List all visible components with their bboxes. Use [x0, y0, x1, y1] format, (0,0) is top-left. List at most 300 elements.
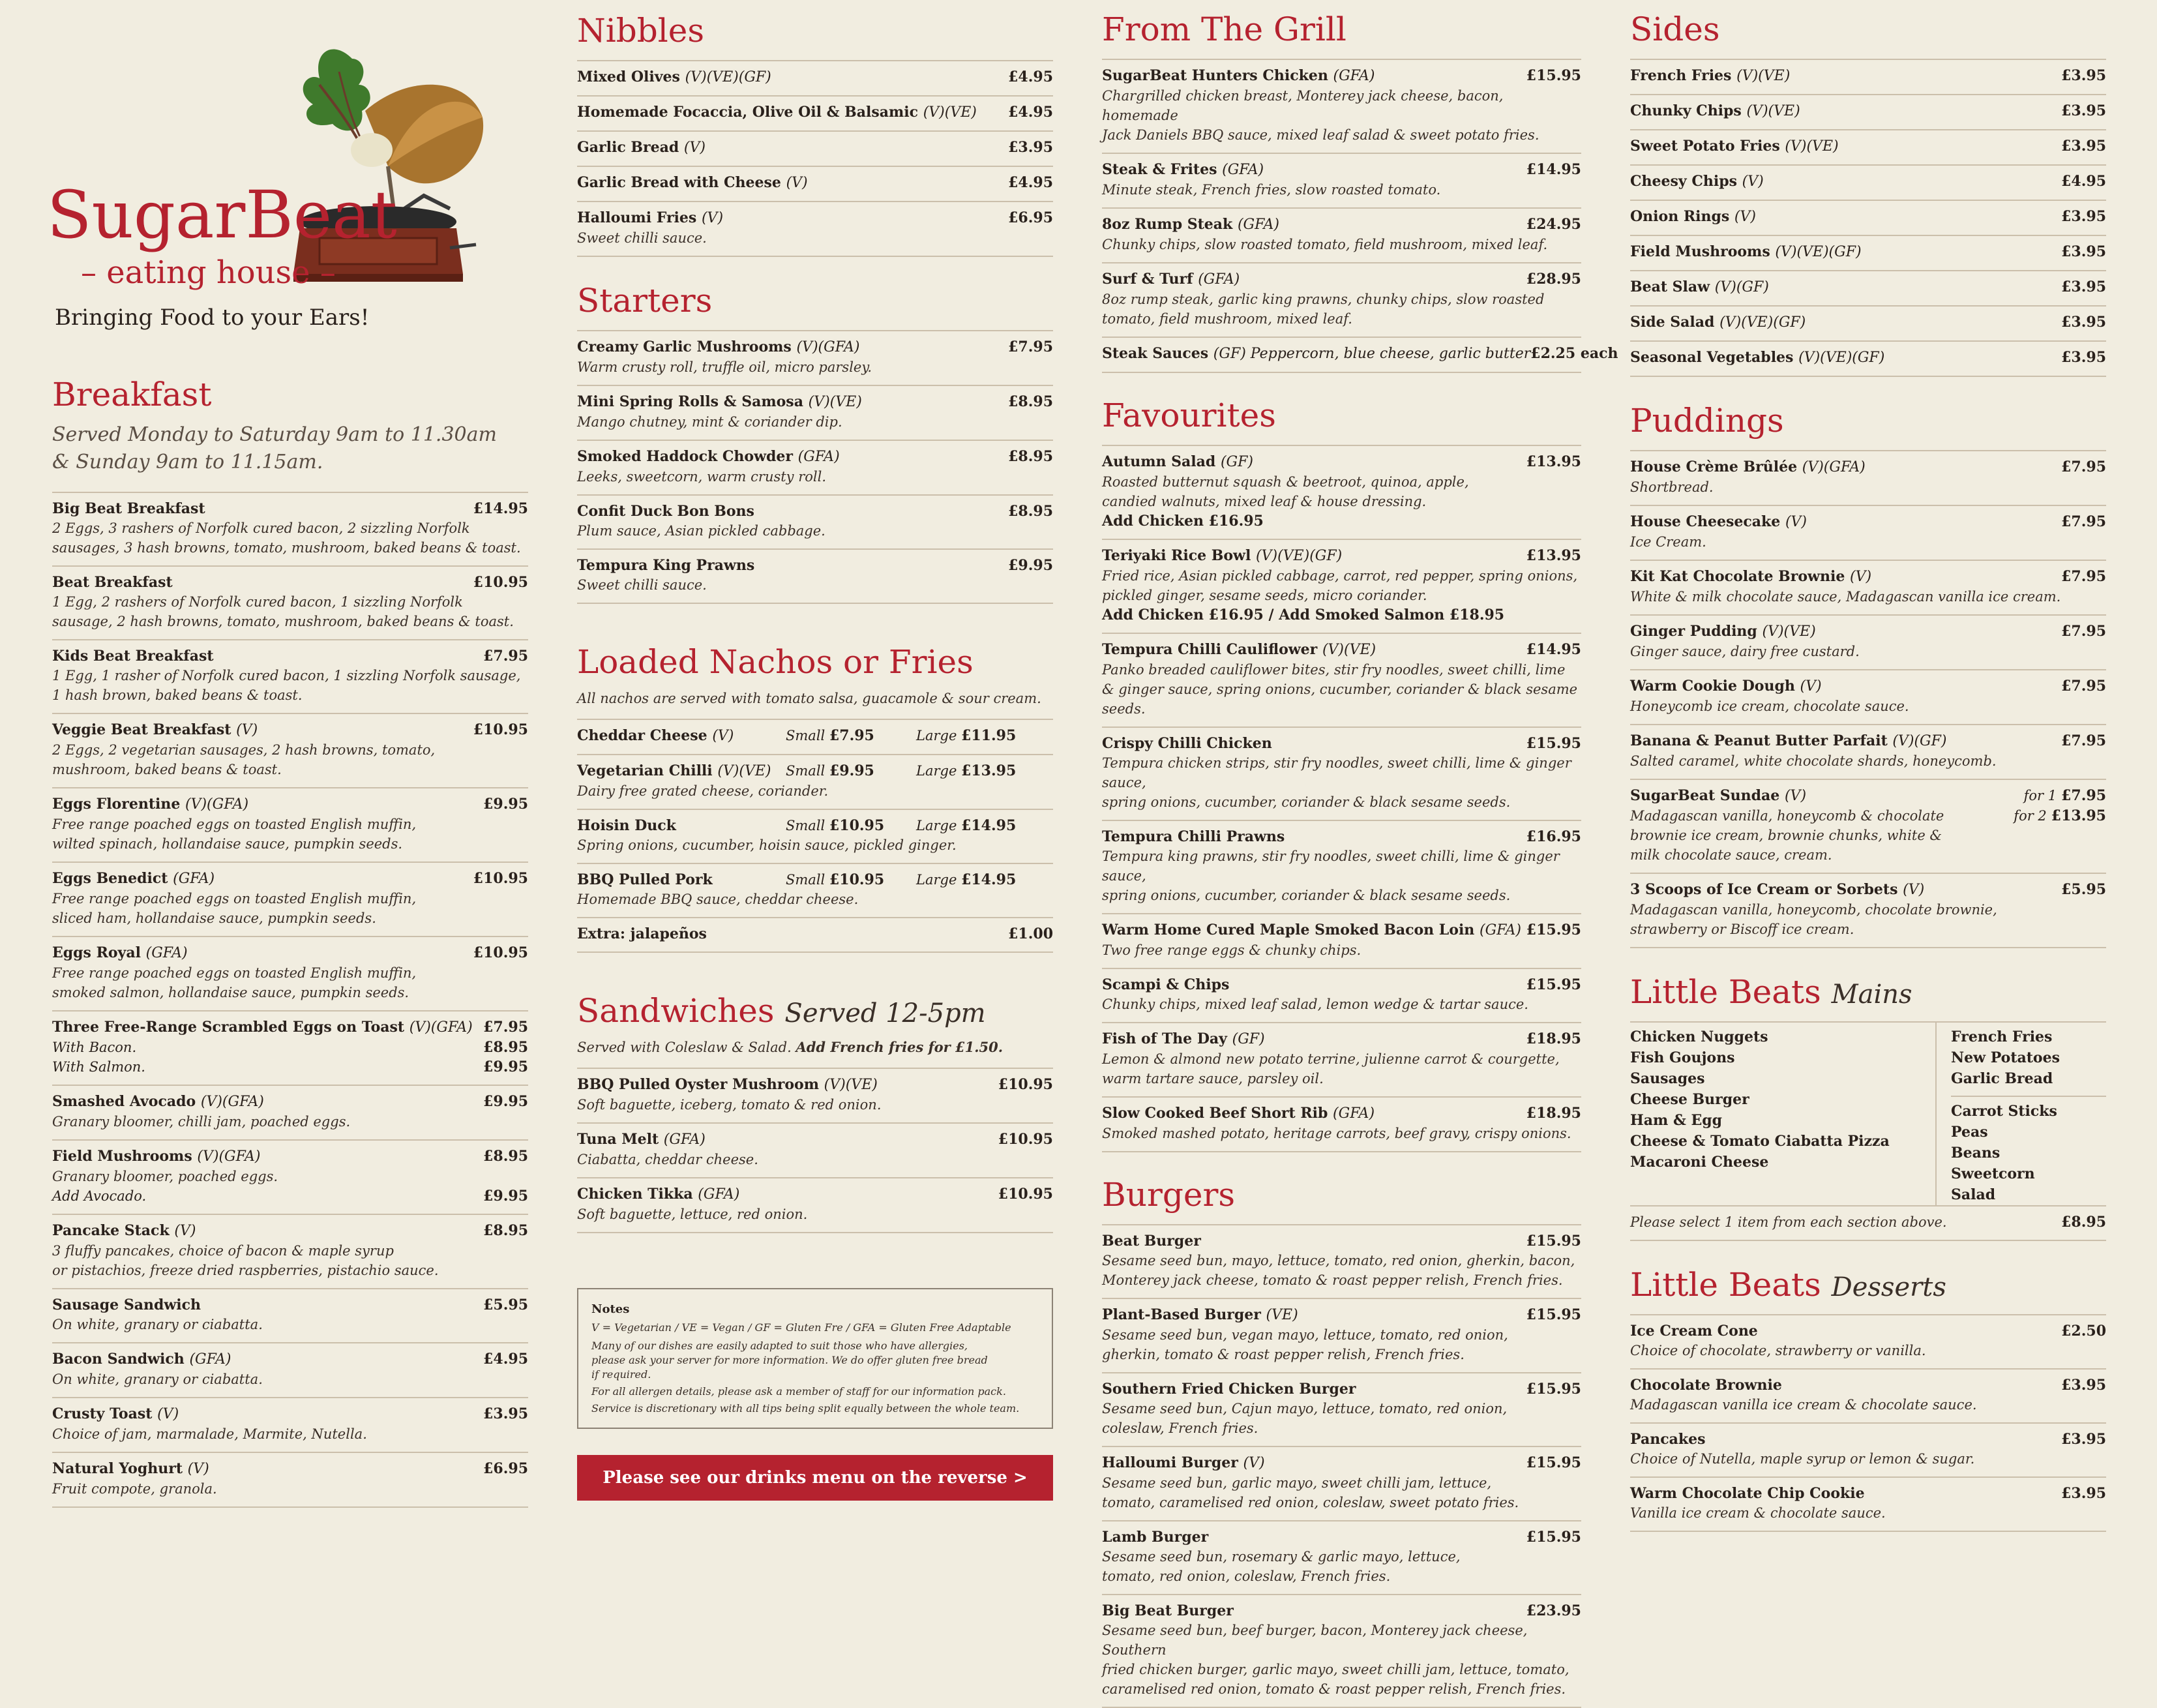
notes-line: For all allergen details, please ask a member of staff for our information pack.: [591, 1385, 1006, 1398]
notes-line: V = Vegetarian / VE = Vegan / GF = Gluten Fre / GFA = Gluten Free Adaptable: [591, 1321, 1011, 1334]
item-price: £6.95: [1008, 209, 1053, 226]
item-name: [577, 761, 771, 781]
menu-item-sweet-potato-fries: [1630, 129, 2106, 164]
menu-item-mixed-olives: [577, 60, 1053, 95]
item-price: £2.25 each: [1530, 345, 1618, 362]
item-row: [1102, 66, 1581, 86]
item-price: £15.95: [1526, 921, 1581, 938]
description-line: Minute steak, French fries, slow roasted tomato.: [1102, 182, 1441, 198]
item-title: Mini Spring Rolls & Samosa: [577, 393, 803, 410]
size-price: £11.95: [961, 727, 1017, 744]
item-name: [1630, 101, 1800, 121]
item-description: [1102, 940, 1581, 960]
size-large: [916, 761, 1053, 781]
item-row: [577, 102, 1053, 123]
item-price: £1.00: [1008, 925, 1053, 942]
description-line: Shortbread.: [1630, 479, 1714, 495]
item-tags: (GF): [1220, 454, 1253, 470]
item-title: Mixed Olives: [577, 68, 680, 85]
item-name: [577, 1184, 739, 1205]
item-description: [1102, 1621, 1581, 1699]
kids-option: Macaroni Cheese: [1630, 1154, 1769, 1171]
item-sizes: [786, 870, 1053, 890]
sides-list: [1630, 59, 2106, 377]
item-row: [1630, 1430, 2106, 1449]
item-price: £14.95: [1526, 161, 1581, 178]
column-2: [577, 14, 1053, 1501]
item-row: [1102, 546, 1581, 566]
description-line: White & milk chocolate sauce, Madagascan vanilla ice cream.: [1630, 589, 2061, 605]
item-price: £4.95: [1008, 104, 1053, 121]
description-line: 1 hash brown, baked beans & toast.: [52, 687, 303, 703]
description-line: Salted caramel, white chocolate shards, honeycomb.: [1630, 753, 1997, 769]
item-name: [577, 208, 723, 228]
menu-item-chunky-chips: [1630, 94, 2106, 129]
item-description: [1630, 1503, 2106, 1523]
menu-item-crispy-chilli-chicken: [1102, 727, 1581, 820]
description-line: Jack Daniels BBQ sauce, mixed leaf salad & sweet potato fries.: [1102, 127, 1540, 143]
item-tags: (V): [174, 1223, 196, 1239]
description-line: 3 fluffy pancakes, choice of bacon & maple syrup: [52, 1243, 394, 1259]
item-price: £8.95: [1008, 393, 1053, 410]
menu-item-onion-rings: [1630, 200, 2106, 235]
item-title: House Crème Brûlée: [1630, 458, 1798, 475]
item-row: [1630, 312, 2106, 333]
item-title: SugarBeat Hunters Chicken: [1102, 67, 1328, 84]
item-title: Chocolate Brownie: [1630, 1377, 1782, 1394]
hours-line: Served Monday to Saturday 9am to 11.30am: [52, 423, 497, 446]
size-small: [786, 816, 916, 835]
nachos-list: [577, 719, 1053, 917]
item-price: £7.95: [2061, 458, 2106, 475]
description-line: Sweet chilli sauce.: [577, 230, 707, 246]
item-price: £18.95: [1526, 1030, 1581, 1047]
item-title: Crispy Chilli Chicken: [1102, 735, 1272, 752]
description-line: tomato, field mushroom, mixed leaf.: [1102, 311, 1352, 327]
menu-item-banana-peanut-butter-parfait: [1630, 724, 2106, 779]
item-name: [52, 1459, 209, 1479]
item-price: £10.95: [998, 1131, 1053, 1148]
menu-item-vegetarian-chilli: [577, 754, 1053, 809]
description-line: fried chicken burger, garlic mayo, sweet chilli jam, lettuce, tomato,: [1102, 1662, 1569, 1677]
item-price: £15.95: [1526, 735, 1581, 752]
item-description: [577, 781, 1053, 801]
item-title: Eggs Royal: [52, 944, 141, 961]
item-title: Cheddar Cheese: [577, 727, 707, 744]
item-row: [577, 870, 1053, 890]
item-name: [1630, 457, 1866, 477]
item-price: £14.95: [1526, 641, 1581, 658]
item-title: Fish of The Day: [1102, 1030, 1227, 1047]
item-price: £10.95: [473, 721, 528, 738]
section-title: Little Beats Desserts: [1630, 1266, 1946, 1304]
menu-item-tuna-melt: [577, 1122, 1053, 1177]
item-tags: (V): [1742, 173, 1764, 190]
item-name: [1630, 731, 1946, 751]
menu-item-field-mushrooms: [1630, 235, 2106, 270]
item-option: Add Avocado. £9.95: [52, 1188, 528, 1205]
description-line: Dairy free grated cheese, coriander.: [577, 783, 829, 799]
item-price: £8.95: [483, 1148, 528, 1165]
item-name: [1102, 975, 1229, 995]
item-description: [52, 1370, 528, 1389]
item-price: £3.95: [2061, 349, 2106, 366]
item-row: [1102, 1527, 1581, 1547]
menu-item-scoops: [1630, 873, 2106, 948]
item-price: £3.95: [2061, 102, 2106, 119]
item-row: [1630, 207, 2106, 227]
item-name: [1102, 920, 1521, 940]
menu-item-bbq-pulled-oyster-mushroom: [577, 1068, 1053, 1122]
item-description: [1102, 995, 1581, 1014]
item-row: [1630, 348, 2106, 368]
menu-item-sugarbeat-hunters-chicken: [1102, 59, 1581, 153]
size-large: [916, 816, 1053, 835]
kids-option: Cheese & Tomato Ciabatta Pizza: [1630, 1133, 1890, 1150]
menu-item-halloumi-fries: [577, 201, 1053, 257]
size-large: [916, 870, 1053, 890]
item-row: [52, 1295, 528, 1315]
item-name: [1102, 734, 1272, 753]
description-line: 8oz rump steak, garlic king prawns, chunky chips, slow roasted: [1102, 292, 1545, 307]
size-price: £9.95: [829, 762, 874, 779]
description-line: caramelised red onion, tomato & roast pepper relish, French fries.: [1102, 1681, 1566, 1697]
item-price: £15.95: [1526, 1381, 1581, 1398]
description-line: On white, granary or ciabatta.: [52, 1371, 263, 1387]
menu-item-ginger-pudding: [1630, 614, 2106, 669]
item-row: [1102, 640, 1581, 660]
divider: [1951, 1096, 2106, 1097]
description-line: candied walnuts, mixed leaf & house dressing.: [1102, 494, 1427, 509]
item-name: [1102, 1601, 1234, 1621]
menu-item-french-fries: [1630, 59, 2106, 94]
item-description: [1102, 753, 1581, 812]
item-title: Tempura Chilli Cauliflower: [1102, 641, 1318, 658]
item-price: £13.95: [1526, 547, 1581, 564]
item-tags: (GFA): [1198, 271, 1240, 288]
item-name: [577, 816, 676, 835]
kids-option: Ham & Egg: [1630, 1112, 1723, 1129]
item-description: [577, 228, 1053, 248]
item-tags: (V)(VE): [824, 1077, 878, 1093]
item-row: [1630, 676, 2106, 697]
description-line: Mango chutney, mint & coriander dip.: [577, 414, 842, 430]
item-row: [1630, 101, 2106, 121]
kids-option: Cheese Burger: [1630, 1091, 1749, 1108]
item-description: [577, 1150, 1053, 1169]
item-name: [1102, 1527, 1208, 1547]
item-row: [52, 1092, 528, 1112]
nibbles-list: [577, 60, 1053, 257]
menu-item-eggs-royal: [52, 936, 528, 1010]
item-title: Onion Rings: [1630, 208, 1730, 225]
item-tags: (GFA): [797, 449, 840, 465]
item-row: [577, 67, 1053, 87]
item-description: [52, 1241, 528, 1280]
description-line: Soft baguette, iceberg, tomato & red onion.: [577, 1097, 882, 1113]
size-label: Large: [916, 872, 957, 888]
item-title: Ice Cream Cone: [1630, 1323, 1758, 1340]
item-row: [577, 1130, 1053, 1150]
item-name: [1630, 1430, 1705, 1449]
item-title: Natural Yoghurt: [52, 1460, 183, 1477]
item-tags: (V)(VE)(GF): [685, 69, 771, 85]
size-price: £10.95: [829, 871, 885, 888]
item-price: £7.95: [1008, 338, 1053, 355]
item-row: [577, 208, 1053, 228]
item-name: [52, 1295, 201, 1315]
item-name: [52, 646, 214, 666]
item-description: [577, 467, 1053, 487]
item-description: [52, 740, 528, 779]
description-line: Choice of chocolate, strawberry or vanilla.: [1630, 1343, 1926, 1358]
menu-item-scampi-chips: [1102, 968, 1581, 1022]
item-name: [1102, 1231, 1201, 1251]
item-name: [1630, 1375, 1782, 1395]
item-title: Teriyaki Rice Bowl: [1102, 547, 1251, 564]
item-option: With Salmon. £9.95: [52, 1058, 528, 1075]
description-line: Honeycomb ice cream, chocolate sauce.: [1630, 698, 1909, 714]
item-tags: (GFA): [145, 945, 188, 961]
item-name: [1630, 242, 1862, 262]
item-title: Seasonal Vegetables: [1630, 349, 1794, 366]
menu-item-warm-home-cured-maple-smoked-bacon-loin: [1102, 913, 1581, 968]
size-label: Small: [786, 872, 826, 888]
menu-item-pancakes: [1630, 1422, 2106, 1476]
menu-item-sausage-sandwich: [52, 1288, 528, 1342]
section-title: Sides: [1630, 10, 1720, 48]
section-note: All nachos are served with tomato salsa, guacamole & sour cream.: [577, 691, 1041, 706]
item-name: [1102, 1305, 1298, 1325]
menu-item-fish-of-the-day: [1102, 1022, 1581, 1096]
drinks-menu-button[interactable]: Please see our drinks menu on the reverse >: [577, 1455, 1053, 1501]
item-tags: (V): [701, 210, 724, 226]
menu-item-teriyaki-rice-bowl: [1102, 539, 1581, 633]
item-tags: (V)(VE): [717, 763, 771, 779]
item-description: [52, 518, 528, 558]
item-description: [52, 1112, 528, 1131]
menu-item-sundae: [1630, 779, 2106, 873]
item-row: [577, 761, 1053, 781]
description-line: Free range poached eggs on toasted English muffin,: [52, 965, 417, 981]
kids-option: Carrot Sticks: [1951, 1103, 2057, 1120]
item-tags: (GFA): [173, 871, 215, 887]
description-line: 2 Eggs, 2 vegetarian sausages, 2 hash browns, tomato,: [52, 742, 436, 758]
item-title: Beat Slaw: [1630, 278, 1710, 295]
item-tags: (V)(VE): [1322, 642, 1376, 658]
section-title: Little Beats Mains: [1630, 973, 1912, 1011]
item-row: [1630, 1375, 2106, 1395]
menu-item-steak-frites: [1102, 153, 1581, 207]
menu-item-creamy-garlic-mushrooms: [577, 330, 1053, 385]
menu-item-tempura-chilli-cauliflower: [1102, 633, 1581, 727]
description-line: Tempura king prawns, stir fry noodles, sweet chilli, lime & ginger sauce,: [1102, 848, 1560, 884]
item-name: Extra: jalapeños: [577, 925, 707, 942]
item-price: £3.95: [2061, 67, 2106, 84]
description-line: Sesame seed bun, garlic mayo, sweet chilli jam, lettuce,: [1102, 1475, 1492, 1491]
description-line: pickled ginger, sesame seeds, micro coriander.: [1102, 588, 1427, 603]
item-row: [1630, 277, 2106, 297]
description-line: spring onions, cucumber, coriander & black sesame seeds.: [1102, 888, 1511, 903]
item-description: Madagascan vanilla, honeycomb & chocolate brownie ice cream, brownie chunks, white & milk chocolate sauce, cream.: [1630, 808, 1944, 863]
item-name: [1102, 452, 1253, 472]
menu-item-cheddar-cheese: [577, 719, 1053, 754]
item-description: [1102, 566, 1581, 605]
item-row: [1102, 1601, 1581, 1621]
menu-item-extra-jalapenos: [577, 917, 1053, 953]
item-tags: (V): [236, 722, 258, 738]
description-line: coleslaw, French fries.: [1102, 1420, 1258, 1436]
item-name: [577, 556, 754, 575]
menu-item-8oz-rump-steak: [1102, 207, 1581, 262]
kids-option: Beans: [1951, 1145, 2001, 1161]
item-description: [1102, 1049, 1581, 1088]
description-line: Plum sauce, Asian pickled cabbage.: [577, 523, 826, 539]
item-name: [52, 1404, 179, 1424]
description-line: Free range poached eggs on toasted English muffin,: [52, 891, 417, 906]
item-title: BBQ Pulled Oyster Mushroom: [577, 1076, 819, 1093]
breakfast-list-3: [52, 1214, 528, 1508]
item-price: £3.95: [2061, 1377, 2106, 1394]
item-title: Banana & Peanut Butter Parfait: [1630, 732, 1888, 749]
item-name: [52, 1092, 264, 1112]
item-row: [577, 1184, 1053, 1205]
item-title: Tuna Melt: [577, 1131, 659, 1148]
item-name: [1102, 546, 1342, 566]
item-name: [1630, 207, 1756, 227]
item-tags: (VE): [1266, 1307, 1298, 1323]
notes-title: Notes: [591, 1302, 630, 1316]
item-row: [52, 869, 528, 889]
item-price: £3.95: [483, 1405, 528, 1422]
menu-item-beat-slaw: [1630, 270, 2106, 305]
item-title: Warm Cookie Dough: [1630, 678, 1795, 695]
menu-item-crusty-toast: [52, 1397, 528, 1452]
favourites-list: [1102, 445, 1581, 1152]
item-price: £3.95: [2061, 138, 2106, 155]
item-row: [577, 337, 1053, 357]
item-tags: (V)(VE): [923, 104, 977, 121]
item-row: [1102, 1379, 1581, 1399]
item-name: [1630, 66, 1790, 86]
item-name: [577, 102, 977, 123]
item-extra: Add Chicken £16.95: [1102, 513, 1264, 530]
item-price: £23.95: [1526, 1602, 1581, 1619]
item-row: [1102, 160, 1581, 180]
item-price: £7.95: [2061, 623, 2106, 640]
item-tags: (GFA): [1237, 217, 1279, 233]
item-name: [1102, 1029, 1265, 1049]
item-name: [577, 392, 862, 412]
item-description: [1630, 477, 2106, 497]
breakfast-list: [52, 492, 528, 1010]
notes-line: Many of our dishes are easily adapted to suit those who have allergies, please ask your server for more information. We do offer gluten free bread if required.: [591, 1340, 988, 1381]
description-line: Sesame seed bun, vegan mayo, lettuce, tomato, red onion,: [1102, 1327, 1508, 1343]
section-title: Breakfast: [52, 376, 212, 413]
item-row: [1630, 1484, 2106, 1503]
item-name: [1630, 1484, 1865, 1503]
menu-item-homemade-focaccia-olive-oil-balsamic: [577, 95, 1053, 130]
item-price: £28.95: [1526, 271, 1581, 288]
item-name: [1102, 66, 1375, 86]
item-tags: (V): [1734, 209, 1756, 225]
item-name: [1102, 1453, 1265, 1473]
kids-option: Sweetcorn: [1951, 1165, 2035, 1182]
item-name: [577, 447, 840, 467]
description-line: Roasted butternut squash & beetroot, quinoa, apple,: [1102, 474, 1469, 490]
item-description: [577, 357, 1053, 377]
item-description: [1102, 847, 1581, 905]
item-tags: (V)(VE): [808, 394, 862, 410]
menu-item-surf-turf: [1102, 262, 1581, 337]
size-price: £13.95: [961, 762, 1017, 779]
item-tags: (V): [712, 728, 734, 744]
item-row: [1102, 269, 1581, 290]
menu-item-garlic-bread: [577, 130, 1053, 166]
item-description: [1102, 86, 1581, 145]
item-description: [1630, 587, 2106, 607]
item-price: £7.95: [2061, 678, 2106, 695]
item-price: £4.95: [1008, 68, 1053, 85]
item-name: [577, 1130, 706, 1150]
description-line: Free range poached eggs on toasted English muffin,: [52, 817, 417, 832]
item-description: Granary bloomer, poached eggs.: [52, 1169, 278, 1184]
item-row: [577, 392, 1053, 412]
menu-item-scrambled-eggs: [52, 1010, 528, 1085]
brand-tagline: Bringing Food to your Ears!: [55, 305, 370, 331]
size-label: Large: [916, 763, 957, 779]
item-price: £9.95: [1008, 557, 1053, 574]
item-name: Steak Sauces (GF) Peppercorn, blue cheese, garlic butter: [1102, 345, 1531, 362]
item-row: [577, 138, 1053, 158]
item-price: £10.95: [998, 1186, 1053, 1203]
item-row: [1102, 1453, 1581, 1473]
item-name: [1630, 136, 1839, 157]
section-title: Nibbles: [577, 12, 704, 50]
item-description: [1630, 1395, 2106, 1415]
item-description: [1630, 1341, 2106, 1360]
item-price: £15.95: [1526, 67, 1581, 84]
item-row: [52, 943, 528, 963]
item-tags: (V)(GF): [1892, 733, 1947, 749]
item-tags: (GFA): [663, 1131, 706, 1148]
item-price: £15.95: [1526, 1529, 1581, 1546]
item-description: [1630, 697, 2106, 716]
menu-item-hoisin-duck: [577, 809, 1053, 863]
column-3: [1102, 10, 1618, 1708]
description-line: Choice of Nutella, maple syrup or lemon & sugar.: [1630, 1451, 1975, 1467]
item-price: £3.95: [2061, 243, 2106, 260]
breakfast-section: [52, 378, 528, 1508]
menu-item-eggs-florentine: [52, 787, 528, 861]
item-row: [577, 173, 1053, 193]
description-line: 2 Eggs, 3 rashers of Norfolk cured bacon, 2 sizzling Norfolk: [52, 520, 470, 536]
item-name: [52, 573, 173, 592]
item-price: £4.95: [483, 1351, 528, 1368]
item-tags: (V)(GFA): [200, 1094, 264, 1110]
description-line: Ciabatta, cheddar cheese.: [577, 1152, 758, 1167]
item-row: [52, 499, 528, 518]
item-price: £24.95: [1526, 216, 1581, 233]
section-title: Starters: [577, 282, 713, 320]
description-line: Lemon & almond new potato terrine, julienne carrot & courgette,: [1102, 1051, 1560, 1067]
item-tags: (V)(VE): [1746, 103, 1800, 119]
item-row: [52, 1349, 528, 1370]
item-name: [1102, 640, 1376, 660]
item-description: [577, 521, 1053, 541]
item-tags: (V)(VE): [1762, 623, 1816, 640]
item-description: [1102, 1325, 1581, 1364]
